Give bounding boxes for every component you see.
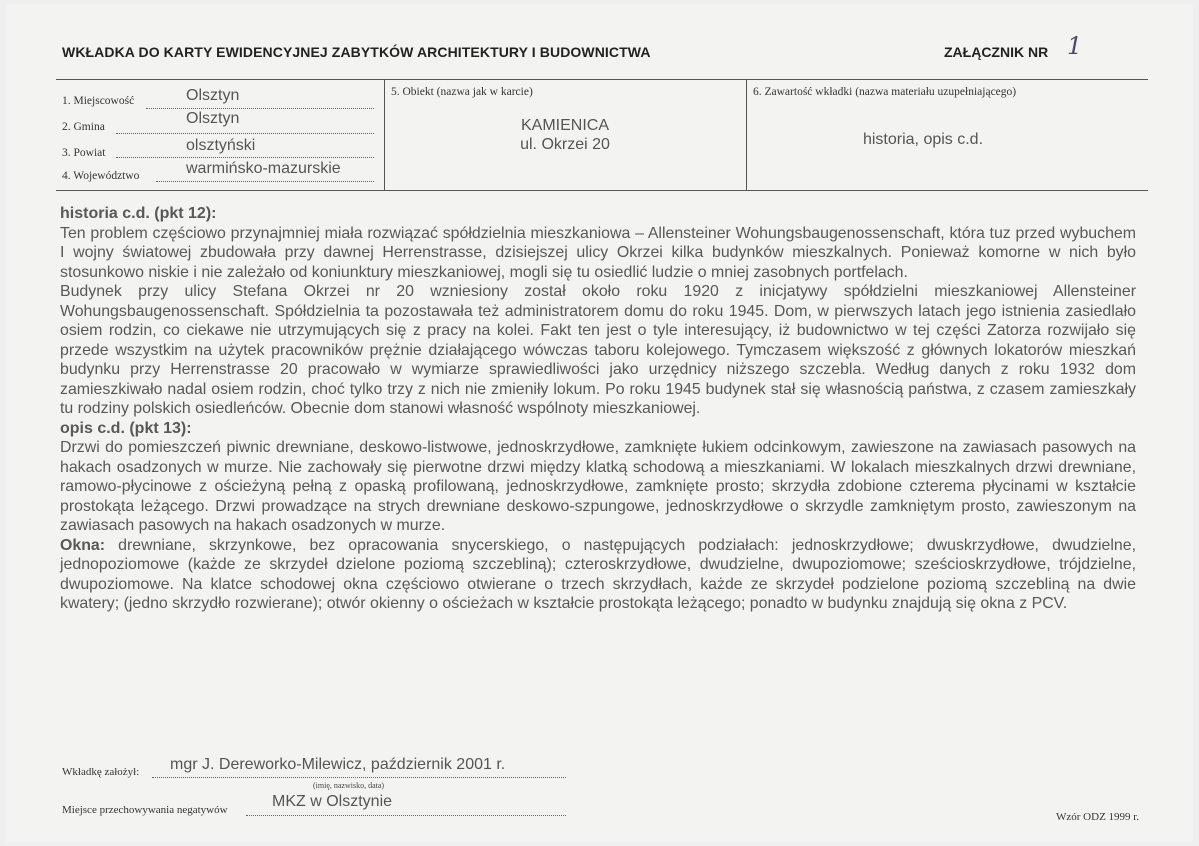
wojewodztwo-line — [156, 181, 374, 182]
contents-value: historia, opis c.d. — [862, 131, 984, 148]
miejscowosc-value: Olsztyn — [186, 87, 240, 104]
author-value: mgr J. Dereworko-Milewicz, październik 2001 r. — [170, 756, 506, 773]
body-text — [60, 204, 1136, 614]
powiat-line — [116, 157, 374, 158]
attachment-label: ZAŁĄCZNIK NR — [944, 44, 1049, 60]
history-heading: historia c.d. (pkt 12): — [60, 205, 217, 222]
windows-label: Okna: — [60, 536, 106, 554]
miejscowosc-line — [146, 108, 374, 109]
gmina-line — [116, 133, 374, 134]
object-address: ul. Okrzei 20 — [520, 136, 610, 153]
description-paragraph-1: Drzwi do pomieszczeń piwnic drewniane, deskowo-listwowe, jednoskrzydłowe, zamknięte łukiem odcinkowym, zawieszone na zawiasach pasowych na hakach osadzonych w murze. Nie zachowały się pierwotne drzwi między klatką schodową a mieszkaniami. W lokalach mieszkalnych drzwi drewniane, ramowo-płycinowe z ościeżyną pełną z opaską profilowaną, jednoskrzydłowe, zamknięte prosto; skrzydła zdobione czterema płycinami w kształcie prostokąta leżącego. Drzwi prowadzące na strych drewniane deskowo-szpungowe, jednoskrzydłowe o skrzydle zamkniętym prosto, zawieszonym na zawiasach pasowych na hakach osadzonych w murze. — [60, 439, 1136, 534]
windows-paragraph — [60, 536, 1136, 614]
author-label: Wkładkę założył: — [62, 766, 140, 778]
author-line — [152, 777, 566, 778]
form-version: Wzór ODZ 1999 r. — [1056, 811, 1140, 823]
storage-value: MKZ w Olsztynie — [272, 793, 393, 810]
object-label: 5. Obiekt (nazwa jak w karcie) — [391, 86, 533, 98]
powiat-label: 3. Powiat — [62, 147, 106, 159]
powiat-value: olsztyński — [186, 137, 256, 154]
miejscowosc-label: 1. Miejscowość — [62, 95, 135, 107]
attachment-number: 1 — [1067, 32, 1083, 60]
gmina-value: Olsztyn — [186, 110, 240, 127]
top-rule — [56, 79, 1148, 80]
bottom-rule — [56, 190, 1148, 191]
wojewodztwo-label: 4. Województwo — [62, 170, 140, 182]
author-hint: (imię, nazwisko, data) — [313, 781, 385, 790]
history-paragraph-1: Ten problem częściowo przynajmniej miała rozwiązać spółdzielnia mieszkaniowa – Allensteiner Wohungsbaugenossenschaft, która tuz przed wybuchem I wojny światowej zbudowała przy dawnej Herrenstrasse, dzisiejszej ulicy Okrzei kilka budynków mieszkalnych. Ponieważ komorne w nich było stosunkowo niskie i nie zależało od koniunktury mieszkaniowej, mogli się tu osiedlić ludzie o mniej zasobnych portfelach. — [60, 224, 1136, 281]
windows-text: drewniane, skrzynkowe, bez opracowania snycerskiego, o następujących podziałach: jednoskrzydłowe; dwuskrzydłowe, dwudzielne, jednopoziomowe (każde ze skrzydeł dzielone poziomą szczebliną); czteroskrzydłowe, dwudzielne, dwupoziomowe; sześcioskrzydłowe, trójdzielne, dwupoziomowe. Na klatce schodowej okna częściowo otwierane o trzech skrzydłach, każde ze skrzydeł podzielone poziomą szczebliną na dwie kwatery; (jedno skrzydło rozwierane); otwór okienny o ościeżach w kształcie prostokąta leżącego; ponadto w budynku znajdują się okna z PCV. — [60, 536, 1136, 612]
gmina-label: 2. Gmina — [62, 121, 105, 133]
object-name: KAMIENICA — [520, 117, 609, 134]
storage-label: Miejsce przechowywania negatywów — [62, 804, 228, 816]
history-paragraph-2: Budynek przy ulicy Stefana Okrzei nr 20 wzniesiony został około roku 1920 z inicjatywy spółdzielni mieszkaniowej Allensteiner Wohungsbaugenossenschaft. Spółdzielnia ta pozostawała też administratorem domu do roku 1945. Dom, w pierwszych latach jego istnienia zasiedlało osiem rodzin, co ciekawe nie utrzymujących się z pracy na kolei. Fakt ten jest o tyle interesujący, iż budownictwo w tej części Zatorza rozwijało się przede wszystkim na użytek pracowników prężnie działającego wówczas taboru kolejowego. Tymczasem większość z głównych lokatorów mieszkań budynku przy Herrenstrasse 20 pracowało w wymiarze sprawiedliwości jako urzędnicy niższego szczebla. Według danych z roku 1932 dom zamieszkiwało nadal osiem rodzin, choć tylko trzy z nich nie zmieniły lokum. Po roku 1945 budynek stał się własnością państwa, z czasem zamieszkały tu rodziny polskich osiedleńców. Obecnie dom stanowi własność wspólnoty mieszkaniowej. — [60, 283, 1136, 417]
description-heading: opis c.d. (pkt 13): — [60, 419, 192, 437]
wojewodztwo-value: warmińsko-mazurskie — [186, 160, 341, 177]
storage-line — [246, 815, 566, 816]
document-title: WKŁADKA DO KARTY EWIDENCYJNEJ ZABYTKÓW ARCHITEKTURY I BUDOWNICTWA — [62, 44, 651, 60]
contents-label: 6. Zawartość wkładki (nazwa materiału uzupełniającego) — [753, 86, 1017, 98]
